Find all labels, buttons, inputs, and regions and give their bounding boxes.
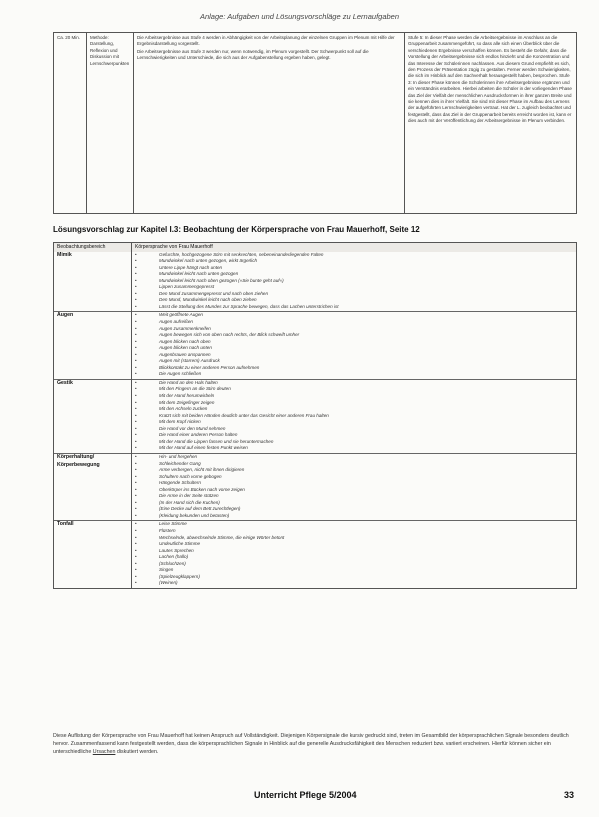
list-item: • Die Hand an den Hals halten [135, 380, 574, 387]
list-item: • (In der Hand sich die Kuchen) [135, 500, 574, 507]
list-item: • Schultern nach vorne gebogen [135, 474, 574, 481]
list-item: • Oberkörper ins Bücken nach vorne zeigen [135, 487, 574, 494]
table-header-row [54, 243, 576, 252]
table-row [54, 520, 576, 588]
method-cell: Methode: Darstellung, Reflexion und Diskussion mit Lernschwerpunkten [90, 35, 130, 66]
list-item: • (Weinen) [135, 580, 574, 587]
page-header: Anlage: Aufgaben und Lösungsvorschläge zu Lernaufgaben [199, 12, 400, 21]
observation-list-cell [135, 454, 574, 519]
list-item: • Untere Lippe hängt nach unten [135, 265, 574, 272]
list-item: • Den Mund, Mundwinkel leicht nach oben ziehen [135, 297, 574, 304]
list-item: • Die Arme in der Seite stützen [135, 493, 574, 500]
observation-list [135, 380, 574, 452]
list-item: • (Spielzeugklappern) [135, 574, 574, 581]
list-item: • Lässt die Stellung des Mundes zur Sprache bewegen, dass das Lachen unterstrichen ist [135, 304, 574, 311]
observation-list [135, 312, 574, 377]
observation-list-cell [135, 380, 574, 452]
list-item: • Mit der Hand herumwirbeln [135, 393, 574, 400]
list-item: • Mit den Fingern an die Stirn deuten [135, 386, 574, 393]
list-item: • Mundwinkel nach unten gezogen, wirkt ärgerlich [135, 258, 574, 265]
table-row [54, 311, 576, 379]
list-item: • Mit den Achseln zucken [135, 406, 574, 413]
description-paragraph: Die Arbeitsergebnisse aus Stufe 4 werden in Abhängigkeit von der Arbeitsplanung der einzelnen Gruppen im Plenum mit Hilfe der Ergebnisdarstellung vorgestellt. [137, 35, 395, 47]
list-item: • Undeutliche Stimme [135, 541, 574, 548]
list-item: • Augenbrauen anspannen [135, 352, 574, 359]
list-item: • Mundwinkel leicht nach unten gezogen [135, 271, 574, 278]
description-cell [137, 35, 399, 63]
observation-list [135, 252, 574, 311]
list-item: • Weit geöffnete Augen [135, 312, 574, 319]
list-item: • Lippen zusammengepresst [135, 284, 574, 291]
area-label: Mimik [57, 251, 72, 258]
list-item: • Mit dem Kopf nicken [135, 419, 574, 426]
list-item: • Augen blicken nach oben [135, 339, 574, 346]
footer-journal-title: Unterricht Pflege 5/2004 [254, 790, 357, 800]
section-title: Lösungsvorschlag zur Kapitel I.3: Beobachtung der Körpersprache von Frau Mauerhoff, Seite 12 [53, 225, 420, 234]
description-paragraph: Die Arbeitsergebnisse aus Stufe 3 werden nur, wenn notwendig, im Plenum vorgestellt. Der Schwerpunkt soll auf die Lernschwierigkeiten und Unterschiede, die sich aus der Aufgabenstellung ergeben haben, gelegt. [137, 48, 369, 61]
list-item: • Mit dem Zeigefinger zeigen [135, 400, 574, 407]
list-item: • Den Mund zusammengepresst und nach oben ziehen [135, 291, 574, 298]
closing-text-end: diskutiert werden. [115, 749, 159, 756]
observation-list-cell [135, 521, 574, 586]
time-cell: Ca. 20 Min. [57, 35, 81, 40]
list-item: • Blickkontakt zu einer anderen Person aufnehmen [135, 365, 574, 372]
list-item: • Lautes Sprechen [135, 548, 574, 555]
list-item: • Die Hand vor den Mund nehmen [135, 426, 574, 433]
observation-list [135, 454, 574, 519]
area-label: Körperhaltung/ Körperbewegung [57, 453, 100, 468]
list-item: • Die Augen schließen [135, 371, 574, 378]
header-area: Beobachtungsbereich [57, 244, 106, 250]
table-row [54, 453, 576, 521]
comment-cell: Stufe 5: In dieser Phase werden die Arbeitsergebnisse im Anschluss an die Gruppenarbeit zusammengeführt, so dass alle sich einen Überblick über die verschiedenen Ergebnisse verschaffen können. Es besteht die Gefahr, dass die Vorstellung der Arbeitsergebnisse sich endlos hinzieht und die Konzentration und das Interesse der Schülerinnen nachlassen. Aus diesem Grund empfiehlt es sich, den Prozess der Präsentation zügig zu gestalten. Ferner werden Schwierigkeiten, die sich im Hinblick auf den Sachverhalt herausgestellt haben, besprochen. Stufe 3: In dieser Phase können die Schülerinnen ihre Arbeitsergebnisse ergänzen und ein Verständnis erarbeiten. Hierbei arbeiten die Schüler in der vorliegenden Phase das Ziel der Vielfalt der menschlichen Ausdrucksformen in ihrer ganzen Breite und sie kennen dies in ihrer Vielfalt. Sie sind mit dieser Phase im Aufbau des Lernens der aufgeführten Lernschwierigkeiten vertraut. Hat der L. zugleich beobachtet und festgestellt, dass das Ziel in der Gruppenarbeit bereits erreicht worden ist, kann er dies auch mit der Veröffentlichung der Arbeitsergebnisse im Plenum verbinden. [408, 35, 572, 124]
list-item: • Augen mit (starrem) Ausdruck [135, 358, 574, 365]
closing-text: Diese Auflistung der Körpersprache von Frau Mauerhoff hat keinen Anspruch auf Vollständigkeit. Diejenigen Körpersignale die kursiv gedruckt sind, treten im Gesamtbild der körpersprachlichen Signale besonders deutlich hervor. Zusammenfassend kann festgestellt werden, dass die körpersprachlichen Signale in Hinblick auf die generelle Ausdrucksfähigkeit des Menschen reduziert bzw. variiert erscheinen. Hierfür können sicher ein unterschiedliche [53, 733, 569, 756]
table-row [54, 252, 576, 312]
observation-list-cell [135, 312, 574, 377]
list-item: • Flüstern [135, 528, 574, 535]
area-label: Tonfall [57, 521, 74, 528]
list-item: • Die Hand einer anderen Person halten [135, 432, 574, 439]
area-label: Augen [57, 312, 74, 319]
list-item: • Augen aufreißen [135, 319, 574, 326]
list-item: • Kratzt sich mit beiden Händen deutlich unter das Gesicht einer anderen Frau halten [135, 413, 574, 420]
list-item: • Schleichender Gang [135, 461, 574, 468]
list-item: • Lachen (hallo) [135, 554, 574, 561]
column-divider [133, 33, 134, 213]
list-item: • Mit der Hand die Lippen fassen und sie heruntermachen [135, 439, 574, 446]
area-label: Gestik [57, 379, 73, 386]
observation-list [135, 521, 574, 586]
list-item: • Leise Stimme [135, 521, 574, 528]
column-divider [86, 33, 87, 213]
closing-underlined-word: Ursachen [92, 749, 116, 756]
list-item: • (Kleidung bekunden und betasten) [135, 513, 574, 520]
list-item: • Gefurchte, hochgezogene Stirn mit senkrechten, nebeneinanderliegenden Falten [135, 252, 574, 259]
list-item: • Mundwinkel leicht nach oben gezogen (»Sie bunte geht auf«) [135, 278, 574, 285]
list-item: • (Eine Decke auf dem Bett zurechtlegen) [135, 506, 574, 513]
list-item: • Arme verbergen, nicht mit ihnen dirigieren [135, 467, 574, 474]
top-table [53, 32, 577, 214]
list-item: • Hängende Schultern [135, 480, 574, 487]
column-divider [131, 242, 132, 589]
closing-paragraph [53, 732, 577, 757]
page-number: 33 [564, 790, 575, 800]
header-body-language: Körpersprache von Frau Mauerhoff [135, 244, 213, 250]
observation-list-cell [135, 252, 574, 311]
list-item: • Augen zusammenkneifen [135, 326, 574, 333]
list-item: • Singen [135, 567, 574, 574]
list-item: • Hin- und hergehen [135, 454, 574, 461]
list-item: • Augen blicken nach unten [135, 345, 574, 352]
column-divider [404, 33, 405, 213]
list-item: • (Schluchzen) [135, 561, 574, 568]
table-row [54, 379, 576, 453]
list-item: • Augen bewegen sich von oben nach rechts, der Blick schweift umher [135, 332, 574, 339]
list-item: • Mit der Hand auf einen festen Punkt weisen [135, 445, 574, 452]
list-item: • Wechselnde, abwechselnde Stimme, die einige Wörter betont [135, 535, 574, 542]
